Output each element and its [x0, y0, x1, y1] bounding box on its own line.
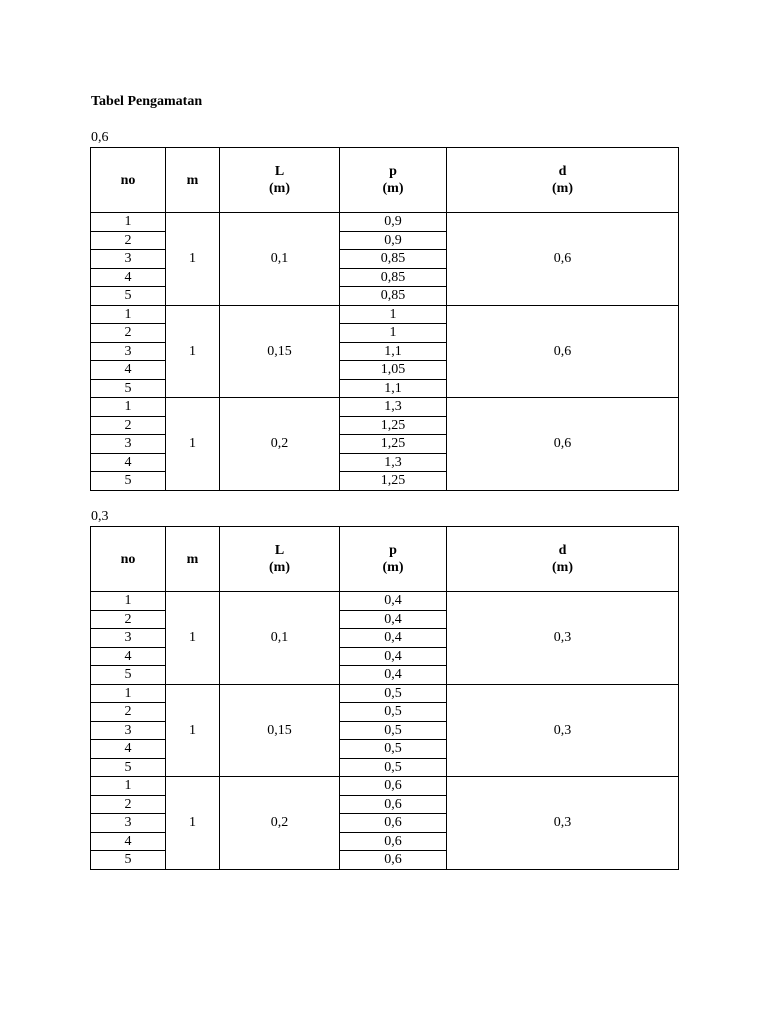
table-header [91, 148, 679, 213]
table-row [91, 684, 679, 703]
cell-no: 1 [91, 684, 166, 703]
header-label: m [186, 172, 199, 188]
cell-L: 0,2 [220, 398, 340, 491]
cell-p: 0,85 [340, 287, 447, 306]
cell-no: 5 [91, 851, 166, 870]
cell-m: 1 [166, 592, 220, 685]
cell-no: 3 [91, 250, 166, 269]
cell-no: 3 [91, 435, 166, 454]
cell-p: 0,5 [340, 758, 447, 777]
cell-no: 5 [91, 758, 166, 777]
cell-p: 0,9 [340, 213, 447, 232]
cell-no: 1 [91, 592, 166, 611]
table-row [91, 777, 679, 796]
cell-d: 0,6 [447, 213, 679, 306]
header-row [91, 148, 679, 213]
cell-p: 1,1 [340, 379, 447, 398]
header-L [220, 148, 340, 213]
cell-p: 0,4 [340, 666, 447, 685]
cell-p: 1,25 [340, 416, 447, 435]
cell-d: 0,3 [447, 592, 679, 685]
cell-no: 3 [91, 342, 166, 361]
cell-no: 2 [91, 231, 166, 250]
cell-p: 1,25 [340, 435, 447, 454]
header-L [220, 527, 340, 592]
page-title: Tabel Pengamatan [91, 94, 203, 109]
header-unit: (m) [552, 560, 573, 575]
cell-p: 1,05 [340, 361, 447, 380]
header-d [447, 527, 679, 592]
cell-p: 1,25 [340, 472, 447, 491]
table-header [91, 527, 679, 592]
table-row [91, 398, 679, 417]
header-m [166, 527, 220, 592]
cell-L: 0,15 [220, 305, 340, 398]
cell-no: 5 [91, 472, 166, 491]
header-unit: (m) [269, 560, 290, 575]
table-body [91, 213, 679, 491]
cell-no: 2 [91, 416, 166, 435]
header-label: no [120, 551, 136, 567]
cell-no: 4 [91, 647, 166, 666]
cell-m: 1 [166, 684, 220, 777]
table-row [91, 592, 679, 611]
cell-no: 1 [91, 398, 166, 417]
header-p [340, 148, 447, 213]
cell-d: 0,3 [447, 684, 679, 777]
cell-no: 3 [91, 629, 166, 648]
header-label: no [120, 172, 136, 188]
cell-no: 1 [91, 305, 166, 324]
cell-m: 1 [166, 777, 220, 870]
cell-no: 3 [91, 814, 166, 833]
cell-p: 0,6 [340, 832, 447, 851]
header-label: m [186, 551, 199, 567]
header-label: L [274, 164, 285, 179]
header-unit: (m) [382, 181, 404, 196]
header-no [91, 148, 166, 213]
cell-no: 4 [91, 832, 166, 851]
observation-table-1 [90, 147, 679, 491]
cell-p: 0,85 [340, 268, 447, 287]
cell-m: 1 [166, 213, 220, 306]
cell-p: 0,6 [340, 795, 447, 814]
cell-no: 5 [91, 379, 166, 398]
cell-p: 1,3 [340, 398, 447, 417]
cell-p: 0,6 [340, 851, 447, 870]
cell-L: 0,2 [220, 777, 340, 870]
table-caption-2: 0,3 [91, 509, 109, 524]
header-m [166, 148, 220, 213]
cell-no: 4 [91, 361, 166, 380]
table-caption-1: 0,6 [91, 130, 109, 145]
header-label: d [558, 164, 567, 179]
cell-no: 5 [91, 287, 166, 306]
cell-p: 0,4 [340, 592, 447, 611]
header-label: p [389, 543, 397, 558]
header-unit: (m) [269, 181, 290, 196]
cell-L: 0,1 [220, 592, 340, 685]
cell-d: 0,6 [447, 305, 679, 398]
cell-no: 2 [91, 703, 166, 722]
cell-no: 2 [91, 324, 166, 343]
cell-no: 2 [91, 610, 166, 629]
header-unit: (m) [382, 560, 404, 575]
header-label: p [389, 164, 397, 179]
cell-p: 1,1 [340, 342, 447, 361]
header-p [340, 527, 447, 592]
header-label: d [558, 543, 567, 558]
cell-m: 1 [166, 305, 220, 398]
cell-d: 0,3 [447, 777, 679, 870]
cell-p: 0,5 [340, 721, 447, 740]
cell-p: 0,9 [340, 231, 447, 250]
cell-m: 1 [166, 398, 220, 491]
header-d [447, 148, 679, 213]
cell-no: 4 [91, 268, 166, 287]
table-body [91, 592, 679, 870]
cell-p: 0,4 [340, 647, 447, 666]
header-no [91, 527, 166, 592]
cell-p: 0,6 [340, 777, 447, 796]
header-row [91, 527, 679, 592]
cell-d: 0,6 [447, 398, 679, 491]
cell-p: 0,85 [340, 250, 447, 269]
cell-p: 0,5 [340, 684, 447, 703]
cell-p: 0,6 [340, 814, 447, 833]
cell-p: 0,4 [340, 610, 447, 629]
cell-no: 1 [91, 777, 166, 796]
header-unit: (m) [552, 181, 573, 196]
cell-L: 0,15 [220, 684, 340, 777]
cell-p: 0,5 [340, 703, 447, 722]
cell-L: 0,1 [220, 213, 340, 306]
table-row [91, 213, 679, 232]
cell-no: 4 [91, 740, 166, 759]
cell-p: 1 [340, 324, 447, 343]
cell-no: 2 [91, 795, 166, 814]
cell-p: 1,3 [340, 453, 447, 472]
cell-no: 5 [91, 666, 166, 685]
table-row [91, 305, 679, 324]
cell-p: 0,5 [340, 740, 447, 759]
cell-p: 0,4 [340, 629, 447, 648]
cell-p: 1 [340, 305, 447, 324]
cell-no: 4 [91, 453, 166, 472]
cell-no: 3 [91, 721, 166, 740]
cell-no: 1 [91, 213, 166, 232]
observation-table-2 [90, 526, 679, 870]
header-label: L [274, 543, 285, 558]
